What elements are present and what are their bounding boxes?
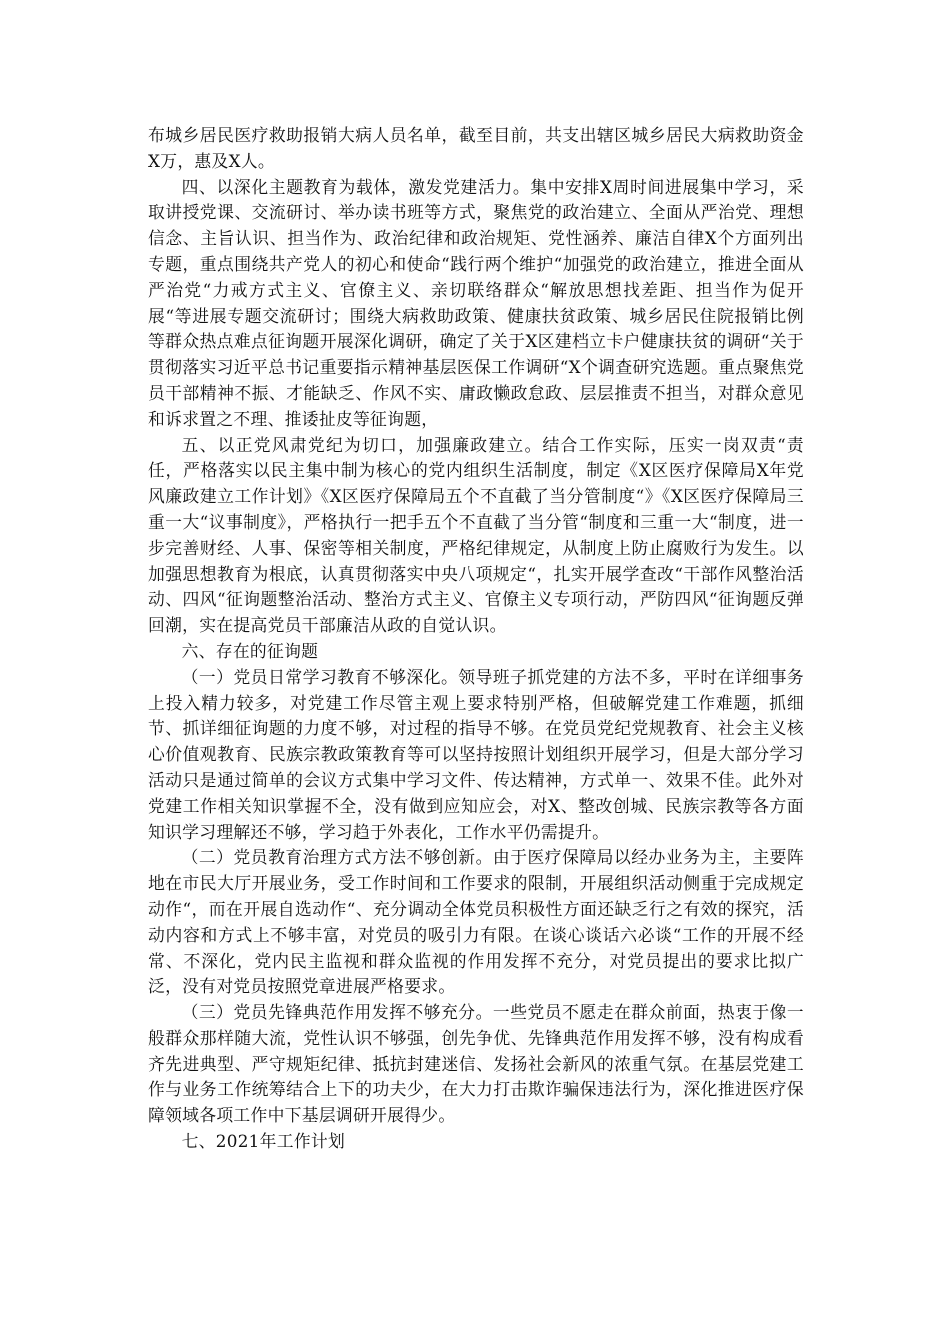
- section-7-heading: 七、2021年工作计划: [181, 1131, 346, 1152]
- section-6-heading: 六、存在的征询题: [181, 640, 319, 661]
- issue-3-paragraph: （三）党员先锋典范作用发挥不够充分。一些党员不愿走在群众前面，热衷于像一般群众那样随大流，党性认识不够强，创先争优、先锋典范作用发挥不够，没有构成看齐先进典型、严守规矩纪律、抵抗封建迷信、发扬社会新风的浓重气氛。在基层党建工作与业务工作统筹结合上下的功夫少，在大力打击欺诈骗保违法行为，深化推进医疗保障领域各项工作中下基层调研开展得少。: [148, 1002, 804, 1126]
- issue-1-paragraph: （一）党员日常学习教育不够深化。领导班子抓党建的方法不多，平时在详细事务上投入精力较多，对党建工作尽管主观上要求特别严格，但破解党建工作难题，抓细节、抓详细征询题的力度不够，对过程的指导不够。在党员党纪党规教育、社会主义核心价值观教育、民族宗教政策教育等可以坚持按照计划组织开展学习，但是大部分学习活动只是通过简单的会议方式集中学习文件、传达精神，方式单一、效果不佳。此外对党建工作相关知识掌握不全，没有做到应知应会，对X、整改创城、民族宗教等各方面知识学习理解还不够，学习趋于外表化，工作水平仍需提升。: [148, 666, 804, 842]
- issue-2-paragraph: （二）党员教育治理方式方法不够创新。由于医疗保障局以经办业务为主，主要阵地在市民大厅开展业务，受工作时间和工作要求的限制，开展组织活动侧重于完成规定动作“，而在开展自选动作“、充分调动全体党员积极性方面还缺乏行之有效的探究，活动内容和方式上不够丰富，对党员的吸引力有限。在谈心谈话六必谈“工作的开展不经常、不深化，党内民主监视和群众监视的作用发挥不充分，对党员提出的要求比拟广泛，没有对党员按照党章进展严格要求。: [148, 847, 804, 997]
- section-4-paragraph: 四、以深化主题教育为载体，激发党建活力。集中安排X周时间进展集中学习，采取讲授党课、交流研讨、举办读书班等方式，聚焦党的政治建立、全面从严治党、理想信念、主旨认识、担当作为、政治纪律和政治规矩、党性涵养、廉洁自律X个方面列出专题，重点围绕共产党人的初心和使命“践行两个维护“加强党的政治建立，推进全面从严治党“力戒方式主义、官僚主义、亲切联络群众“解放思想找差距、担当作为促开展“等进展专题交流研讨；围绕大病救助政策、健康扶贫政策、城乡居民住院报销比例等群众热点难点征询题开展深化调研，确定了关于X区建档立卡户健康扶贫的调研“关于贯彻落实习近平总书记重要指示精神基层医保工作调研“X个调查研究选题。重点聚焦党员干部精神不振、才能缺乏、作风不实、庸政懒政怠政、层层推责不担当，对群众意见和诉求置之不理、推诿扯皮等征询题，: [148, 176, 804, 429]
- paragraph-continued: 布城乡居民医疗救助报销大病人员名单，截至目前，共支出辖区城乡居民大病救助资金X万，惠及X人。: [148, 125, 804, 171]
- document-body: [148, 123, 804, 1155]
- section-5-paragraph: 五、以正党风肃党纪为切口，加强廉政建立。结合工作实际，压实一岗双责“责任，严格落实以民主集中制为核心的党内组织生活制度，制定《X区医疗保障局X年党风廉政建立工作计划》《X区医疗保障局五个不直截了当分管制度“》《X区医疗保障局三重一大“议事制度》，严格执行一把手五个不直截了当分管“制度和三重一大“制度，进一步完善财经、人事、保密等相关制度，严格纪律规定，从制度上防止腐败行为发生。以加强思想教育为根底，认真贯彻落实中央八项规定“，扎实开展学查改“干部作风整治活动、四风“征询题整治活动、整治方式主义、官僚主义专项行动，严防四风“征询题反弹回潮，实在提高党员干部廉洁从政的自觉认识。: [148, 434, 804, 636]
